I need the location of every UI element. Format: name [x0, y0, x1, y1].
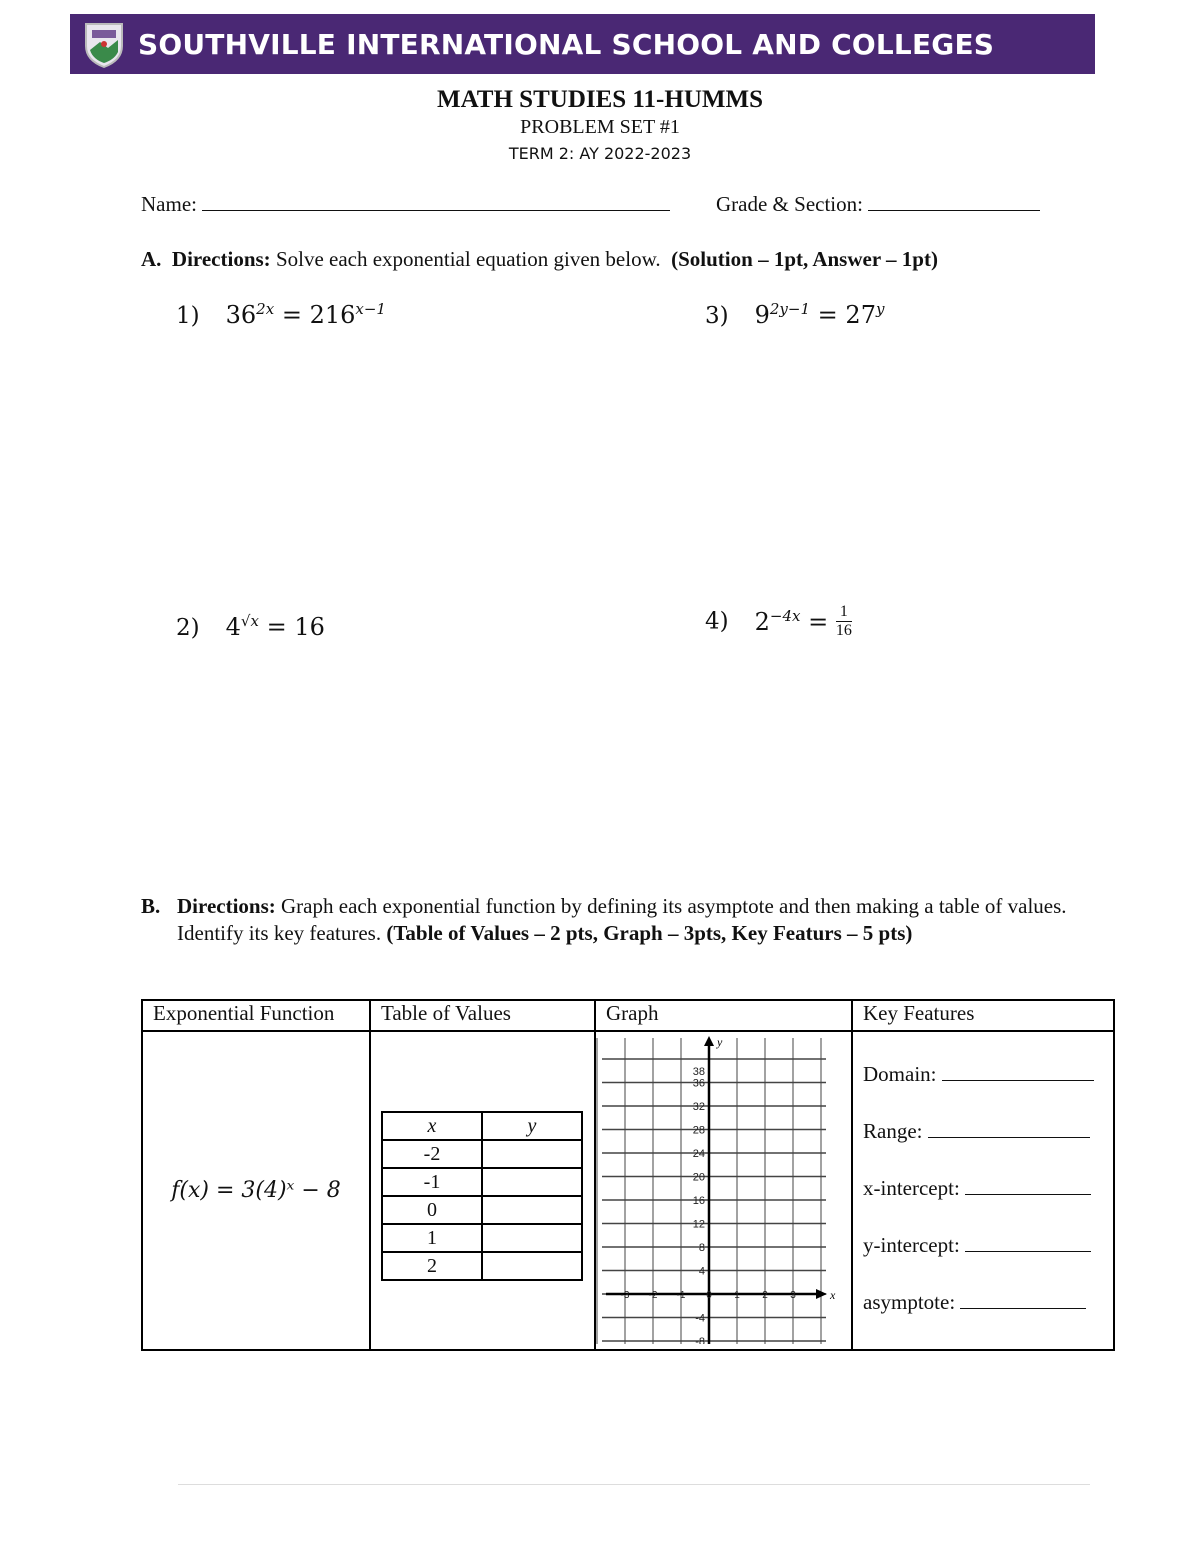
problem-4 [705, 603, 852, 640]
section-b-points: (Table of Values – 2 pts, Graph – 3pts, Key Featurs – 5 pts) [386, 921, 913, 945]
lhs-base: 2 [754, 608, 770, 636]
key-feature-label: y-intercept: [863, 1233, 960, 1257]
answer-blank[interactable] [942, 1064, 1094, 1081]
lhs-base: 36 [225, 301, 257, 329]
table-of-values [381, 1111, 583, 1281]
col-header-key-features: Key Features [852, 1000, 1114, 1031]
section-a-directions [141, 247, 938, 272]
lhs-exponent: 2x [256, 300, 275, 318]
problem-2 [176, 612, 325, 641]
equals-sign: = [281, 301, 302, 329]
name-label: Name: [141, 192, 197, 216]
equals-sign: = [266, 613, 287, 641]
x-tick-label: -3 [620, 1290, 630, 1301]
rhs-base: 27 [845, 301, 876, 329]
school-name: SOUTHVILLE INTERNATIONAL SCHOOL AND COLLEGES [138, 27, 995, 61]
rhs-fraction [836, 603, 852, 640]
exponential-function-table [141, 999, 1115, 1351]
answer-blank[interactable] [965, 1178, 1091, 1195]
equals-sign: = [817, 301, 838, 329]
tov-y-blank[interactable] [482, 1224, 582, 1252]
grade-section-label: Grade & Section: [716, 192, 863, 216]
section-a-directions-text: Solve each exponential equation given below. [275, 247, 661, 271]
y-tick-label: 12 [692, 1218, 705, 1231]
lhs-base: 4 [225, 613, 241, 641]
tov-y-blank[interactable] [482, 1168, 582, 1196]
key-feature-label: Domain: [863, 1062, 937, 1086]
y-tick-label: 8 [698, 1242, 705, 1254]
x-tick-label: -2 [648, 1290, 658, 1301]
answer-blank[interactable] [960, 1292, 1086, 1309]
y-tick-label: 38 [692, 1065, 705, 1078]
lhs-exponent: 2y−1 [769, 300, 811, 318]
name-blank[interactable] [202, 194, 670, 211]
col-header-function: Exponential Function [142, 1000, 370, 1031]
key-feature-x-intercept[interactable] [863, 1176, 1113, 1201]
y-tick-label: 36 [692, 1077, 705, 1090]
key-feature-range[interactable] [863, 1119, 1113, 1144]
x-tick-label: 3 [790, 1290, 796, 1301]
school-seal-icon [82, 20, 126, 68]
key-feature-label: Range: [863, 1119, 923, 1143]
rhs-exponent: y [875, 300, 885, 318]
x-tick-label: 2 [762, 1290, 768, 1301]
grade-section-blank[interactable] [868, 194, 1040, 211]
tov-x-value: 0 [382, 1196, 482, 1224]
x-axis-label: x [830, 1288, 836, 1302]
y-axis-label: y [717, 1035, 723, 1049]
function-cell [142, 1031, 370, 1350]
tov-header-x: x [382, 1112, 482, 1140]
problem-set-title: PROBLEM SET #1 [520, 116, 680, 138]
answer-blank[interactable] [965, 1235, 1091, 1252]
y-tick-label: 24 [692, 1148, 705, 1160]
school-banner [70, 14, 1095, 74]
answer-blank[interactable] [928, 1121, 1090, 1138]
section-b-directions [141, 893, 1081, 947]
key-feature-asymptote[interactable] [863, 1290, 1113, 1315]
tov-x-value: 1 [382, 1224, 482, 1252]
y-tick-label: 28 [692, 1124, 705, 1137]
y-axis-arrow-icon [704, 1036, 714, 1046]
tov-header-y: y [482, 1112, 582, 1140]
key-feature-domain[interactable] [863, 1062, 1113, 1087]
y-tick-label: 20 [692, 1171, 705, 1184]
grade-section-field[interactable] [716, 192, 1040, 217]
term-label: TERM 2: AY 2022-2023 [508, 144, 692, 163]
col-header-graph: Graph [595, 1000, 852, 1031]
coordinate-grid[interactable] [596, 1032, 836, 1344]
x-tick-label: -1 [676, 1290, 686, 1301]
problem-3 [705, 300, 884, 329]
problem-number: 3) [705, 303, 729, 329]
key-feature-label: x-intercept: [863, 1176, 960, 1200]
rhs-value: 16 [294, 613, 325, 641]
section-a-points: (Solution – 1pt, Answer – 1pt) [671, 247, 938, 271]
key-feature-y-intercept[interactable] [863, 1233, 1113, 1258]
y-tick-label: 4 [698, 1265, 705, 1278]
course-title: MATH STUDIES 11-HUMMS [437, 86, 763, 113]
name-field[interactable] [141, 192, 670, 217]
function-expression: f(x) = 3(4)ˣ − 8 [171, 1178, 341, 1203]
y-tick-label: -4 [695, 1312, 705, 1325]
tov-y-blank[interactable] [482, 1140, 582, 1168]
y-tick-label: 16 [692, 1195, 705, 1207]
lhs-exponent: √x [240, 612, 259, 630]
lhs-exponent: −4x [769, 607, 801, 625]
footer-divider [178, 1484, 1090, 1485]
lhs-base: 9 [754, 301, 770, 329]
rhs-base: 216 [309, 301, 356, 329]
tov-y-blank[interactable] [482, 1252, 582, 1280]
section-b-directions-text: Graph each exponential function by defining its asymptote and then making a table of values. Identify its key features. [177, 894, 1067, 945]
fraction-numerator: 1 [836, 603, 852, 622]
problem-number: 4) [705, 608, 729, 635]
x-tick-label: 1 [734, 1290, 740, 1301]
section-b-letter: B. [141, 894, 161, 918]
col-header-table-of-values: Table of Values [370, 1000, 595, 1031]
equals-sign: = [808, 608, 829, 636]
x-tick-label: 0 [706, 1290, 712, 1301]
fraction-denominator: 16 [835, 622, 852, 639]
problem-number: 1) [176, 303, 200, 329]
key-feature-label: asymptote: [863, 1290, 956, 1314]
tov-x-value: 2 [382, 1252, 482, 1280]
problem-number: 2) [176, 615, 200, 641]
y-tick-label: 32 [692, 1101, 705, 1113]
tov-x-value: -1 [382, 1168, 482, 1196]
graph-cell [595, 1031, 852, 1350]
tov-y-blank[interactable] [482, 1196, 582, 1224]
problem-1 [176, 300, 386, 329]
tov-x-value: -2 [382, 1140, 482, 1168]
section-b-directions-label: Directions: [177, 894, 276, 918]
table-of-values-cell [370, 1031, 595, 1350]
section-a-letter: A. [141, 247, 162, 271]
y-tick-label: -8 [695, 1336, 705, 1344]
key-features-cell [852, 1031, 1114, 1350]
rhs-exponent: x−1 [355, 300, 386, 318]
section-a-directions-label: Directions: [171, 247, 271, 271]
